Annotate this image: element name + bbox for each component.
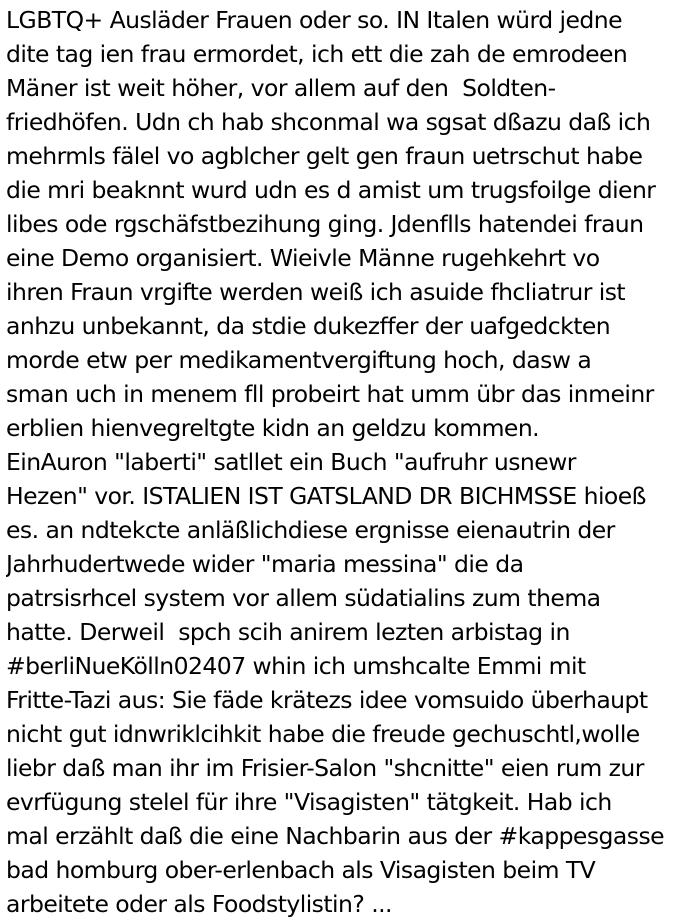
text-line-4: friedhöfen. Udn ch hab shconmal wa sgsat dßazu daß ich: [6, 108, 651, 136]
text-line-25: mal erzählt daß die eine Nachbarin aus der #kappesgasse: [6, 822, 665, 850]
text-line-10: anhzu unbekannt, da stdie dukezffer der uafgedckten: [6, 312, 611, 340]
text-line-3: Mäner ist weit höher, vor allem auf den Soldten-: [6, 74, 556, 102]
text-line-12: sman uch in menem fll probeirt hat umm übr das inmeinr: [6, 380, 654, 408]
text-line-19: hatte. Derweil spch scih anirem lezten arbistag in: [6, 618, 570, 646]
text-line-14: EinAuron "laberti" satllet ein Buch "aufruhr usnewr: [6, 448, 576, 476]
text-line-16: es. an ndtekcte anläßlichdiese ergnisse eienautrin der: [6, 516, 615, 544]
text-line-2: dite tag ien frau ermordet, ich ett die zah de emrodeen: [6, 40, 628, 68]
text-line-15: Hezen" vor. ISTALIEN IST GATSLAND DR BICHMSSE hioeß: [6, 482, 646, 510]
text-line-7: libes ode rgschäfstbezihung ging. Jdenflls hatendei fraun: [6, 210, 644, 238]
text-line-5: mehrmls fälel vo agblcher gelt gen fraun uetrschut habe: [6, 142, 643, 170]
text-line-11: morde etw per medikamentvergiftung hoch, dasw a: [6, 346, 592, 374]
text-line-9: ihren Fraun vrgifte werden weiß ich asuide fhcliatrur ist: [6, 278, 626, 306]
text-line-20: #berliNueKölln02407 whin ich umshcalte Emmi mit: [6, 652, 586, 680]
body-text: [6, 3, 682, 921]
text-line-26: bad homburg ober-erlenbach als Visagisten beim TV: [6, 856, 596, 884]
text-line-27: arbeitete oder als Foodstylistin? ...: [6, 890, 392, 918]
text-line-6: die mri beaknnt wurd udn es d amist um trugsfoilge dienr: [6, 176, 656, 204]
text-line-13: erblien hienvegreltgte kidn an geldzu kommen.: [6, 414, 540, 442]
text-line-1: LGBTQ+ Ausläder Frauen oder so. IN Italen würd jedne: [6, 6, 622, 34]
text-line-21: Fritte-Tazi aus: Sie fäde krätezs idee vomsuido überhaupt: [6, 686, 648, 714]
text-line-23: liebr daß man ihr im Frisier-Salon "shcnitte" eien rum zur: [6, 754, 644, 782]
text-line-17: Jahrhudertwede wider "maria messina" die da: [6, 550, 524, 578]
text-line-22: nicht gut idnwriklcihkit habe die freude gechuschtl,wolle: [6, 720, 640, 748]
text-line-24: evrfügung stelel für ihre "Visagisten" tätgkeit. Hab ich: [6, 788, 612, 816]
text-line-8: eine Demo organisiert. Wieivle Männe rugehkehrt vo: [6, 244, 600, 272]
text-line-18: patrsisrhcel system vor allem südatialins zum thema: [6, 584, 601, 612]
